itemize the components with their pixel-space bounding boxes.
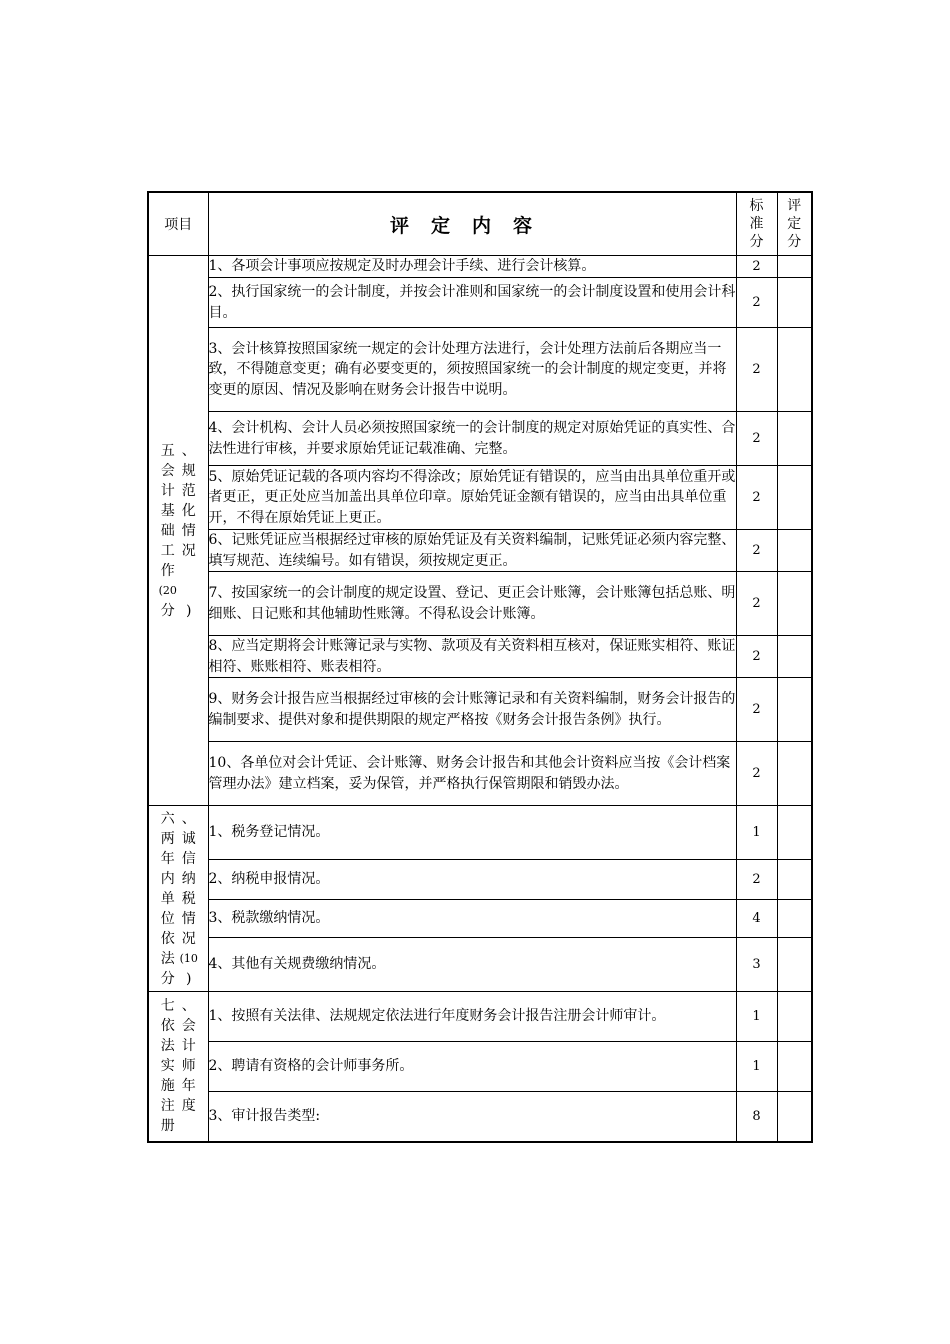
standard-score: 2 <box>736 328 777 412</box>
category-cell <box>148 806 208 992</box>
table-row <box>148 278 812 328</box>
header-item: 项目 <box>148 192 208 256</box>
category-char: 纳 <box>181 870 196 887</box>
category-char: 况 <box>181 542 196 559</box>
category-char: 位 <box>160 910 175 927</box>
rating-cell[interactable] <box>777 742 812 806</box>
criterion-text: 2、纳税申报情况。 <box>208 860 736 900</box>
table-body <box>148 256 812 1142</box>
table-row <box>148 678 812 742</box>
category-char: 工 <box>160 542 175 559</box>
standard-score: 2 <box>736 572 777 636</box>
category-char: 依 <box>160 1018 175 1035</box>
rating-cell[interactable] <box>777 572 812 636</box>
category-char: 会 <box>181 1018 196 1035</box>
criterion-text: 4、会计机构、会计人员必须按照国家统一的会计制度的规定对原始凭证的真实性、合法性进行审核，并要求原始凭证记载准确、完整。 <box>208 412 736 466</box>
rating-cell[interactable] <box>777 278 812 328</box>
header-row <box>148 192 812 256</box>
category-char: 规 <box>181 462 196 479</box>
category-char: ) <box>186 970 192 987</box>
rating-cell[interactable] <box>777 530 812 572</box>
criterion-text: 4、其他有关规费缴纳情况。 <box>208 938 736 992</box>
category-char: 诚 <box>181 830 196 847</box>
header-rating-score <box>777 192 812 256</box>
rating-cell[interactable] <box>777 256 812 278</box>
standard-score: 4 <box>736 900 777 938</box>
category-char: 法 <box>160 1038 175 1055</box>
header-rating-char: 分 <box>787 234 802 250</box>
standard-score: 1 <box>736 806 777 860</box>
category-char: 会 <box>160 462 175 479</box>
category-char: 况 <box>181 930 196 947</box>
category-char: 分 <box>160 602 175 619</box>
rating-cell[interactable] <box>777 860 812 900</box>
standard-score: 8 <box>736 1092 777 1142</box>
evaluation-table <box>147 191 813 1143</box>
table-row <box>148 938 812 992</box>
category-char: 度 <box>181 1098 196 1115</box>
category-char: 年 <box>160 850 175 867</box>
header-standard-char: 准 <box>749 216 764 232</box>
standard-score: 2 <box>736 636 777 678</box>
category-cell <box>148 992 208 1142</box>
table-row <box>148 572 812 636</box>
standard-score: 1 <box>736 992 777 1042</box>
header-standard-char: 分 <box>749 234 764 250</box>
category-char: 注 <box>160 1098 175 1115</box>
header-title: 评定内容 <box>208 192 736 256</box>
rating-cell[interactable] <box>777 1042 812 1092</box>
rating-cell[interactable] <box>777 1092 812 1142</box>
category-char: 情 <box>181 910 196 927</box>
category-char: 法 <box>160 950 175 967</box>
table-row <box>148 806 812 860</box>
category-char: 师 <box>181 1058 196 1075</box>
category-char: 两 <box>160 830 175 847</box>
standard-score: 2 <box>736 742 777 806</box>
criterion-text: 3、税款缴纳情况。 <box>208 900 736 938</box>
rating-cell[interactable] <box>777 636 812 678</box>
criterion-text: 3、会计核算按照国家统一规定的会计处理方法进行，会计处理方法前后各期应当一致，不得随意变更；确有必要变更的，须按照国家统一的会计制度的规定变更，并将变更的原因、情况及影响在财务会计报告中说明。 <box>208 328 736 412</box>
category-char: 分 <box>160 970 175 987</box>
rating-cell[interactable] <box>777 938 812 992</box>
header-rating-char: 定 <box>787 216 802 232</box>
criterion-text: 5、原始凭证记载的各项内容均不得涂改；原始凭证有错误的，应当由出具单位重开或者更正，更正处应当加盖出具单位印章。原始凭证金额有错误的，应当由出具单位重开，不得在原始凭证上更正。 <box>208 466 736 530</box>
category-char: 依 <box>160 930 175 947</box>
category-char <box>178 561 199 581</box>
category-char: 五 <box>160 442 175 459</box>
criterion-text: 10、各单位对会计凭证、会计账簿、财务会计报告和其他会计资料应当按《会计档案管理办法》建立档案，妥为保管，并严格执行保管期限和销毁办法。 <box>208 742 736 806</box>
table-row <box>148 1042 812 1092</box>
rating-cell[interactable] <box>777 466 812 530</box>
category-cell <box>148 256 208 806</box>
table-row <box>148 256 812 278</box>
table-row <box>148 530 812 572</box>
table-row <box>148 412 812 466</box>
category-char: 范 <box>181 482 196 499</box>
table-row <box>148 1092 812 1142</box>
criterion-text: 1、各项会计事项应按规定及时办理会计手续、进行会计核算。 <box>208 256 736 278</box>
header-standard-char: 标 <box>749 198 764 214</box>
table-row <box>148 742 812 806</box>
category-char: 计 <box>160 482 175 499</box>
criterion-text: 1、税务登记情况。 <box>208 806 736 860</box>
table-row <box>148 860 812 900</box>
standard-score: 2 <box>736 860 777 900</box>
rating-cell[interactable] <box>777 806 812 860</box>
category-char: (10 <box>179 951 198 965</box>
standard-score: 3 <box>736 938 777 992</box>
category-char: 础 <box>160 522 175 539</box>
category-char: 、 <box>181 810 196 827</box>
category-char: 册 <box>160 1118 175 1135</box>
criterion-text: 2、聘请有资格的会计师事务所。 <box>208 1042 736 1092</box>
criterion-text: 9、财务会计报告应当根据经过审核的会计账簿记录和有关资料编制，财务会计报告的编制要求、提供对象和提供期限的规定严格按《财务会计报告条例》执行。 <box>208 678 736 742</box>
rating-cell[interactable] <box>777 900 812 938</box>
table-row <box>148 992 812 1042</box>
category-char: ) <box>186 602 192 619</box>
category-char: 六 <box>160 810 175 827</box>
standard-score: 2 <box>736 412 777 466</box>
category-char: 施 <box>160 1078 175 1095</box>
criterion-text: 7、按国家统一的会计制度的规定设置、登记、更正会计账簿，会计账簿包括总账、明细账、日记账和其他辅助性账簿。不得私设会计账簿。 <box>208 572 736 636</box>
category-char: 单 <box>160 890 175 907</box>
standard-score: 2 <box>736 678 777 742</box>
category-char: 化 <box>181 502 196 519</box>
header-rating-char: 评 <box>787 198 802 214</box>
category-char: 、 <box>181 442 196 459</box>
category-char <box>178 581 199 601</box>
table-row <box>148 328 812 412</box>
standard-score: 2 <box>736 278 777 328</box>
category-char: 信 <box>181 850 196 867</box>
rating-cell[interactable] <box>777 678 812 742</box>
criterion-text: 1、按照有关法律、法规规定依法进行年度财务会计报告注册会计师审计。 <box>208 992 736 1042</box>
table-row <box>148 900 812 938</box>
standard-score: 2 <box>736 256 777 278</box>
category-char: 基 <box>160 502 175 519</box>
category-char <box>178 1116 199 1136</box>
category-char: 情 <box>181 522 196 539</box>
rating-cell[interactable] <box>777 992 812 1042</box>
rating-cell[interactable] <box>777 412 812 466</box>
standard-score: 2 <box>736 466 777 530</box>
category-char: 计 <box>181 1038 196 1055</box>
category-char: 税 <box>181 890 196 907</box>
category-char: 年 <box>181 1078 196 1095</box>
rating-cell[interactable] <box>777 328 812 412</box>
standard-score: 2 <box>736 530 777 572</box>
category-char: 内 <box>160 870 175 887</box>
criterion-text: 8、应当定期将会计账簿记录与实物、款项及有关资料相互核对，保证账实相符、账证相符、账账相符、账表相符。 <box>208 636 736 678</box>
category-char: (20 <box>158 583 177 597</box>
table-row <box>148 466 812 530</box>
table-row <box>148 636 812 678</box>
category-char: 实 <box>160 1058 175 1075</box>
category-char: 作 <box>160 562 175 579</box>
category-char: 七 <box>160 998 175 1015</box>
criterion-text: 2、执行国家统一的会计制度，并按会计准则和国家统一的会计制度设置和使用会计科目。 <box>208 278 736 328</box>
criterion-text: 6、记账凭证应当根据经过审核的原始凭证及有关资料编制，记账凭证必须内容完整、填写规范、连续编号。如有错误，须按规定更正。 <box>208 530 736 572</box>
category-char: 、 <box>181 998 196 1015</box>
criterion-text: 3、审计报告类型: <box>208 1092 736 1142</box>
header-standard-score <box>736 192 777 256</box>
standard-score: 1 <box>736 1042 777 1092</box>
